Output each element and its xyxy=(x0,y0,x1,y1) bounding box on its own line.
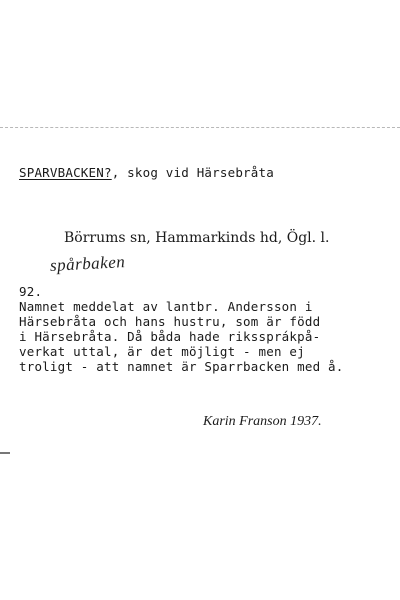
headword-line xyxy=(19,165,274,180)
entry-line: troligt - att namnet är Sparrbacken med å. xyxy=(19,359,344,374)
edge-mark xyxy=(0,452,10,454)
entry-line: Namnet meddelat av lantbr. Andersson i xyxy=(19,299,313,314)
entry-line: Härsebråta och hans hustru, som är född xyxy=(19,314,321,329)
entry-line: verkat uttal, är det möjligt - men ej xyxy=(19,344,305,359)
entry-text xyxy=(19,284,343,374)
headword: SPARVBACKEN? xyxy=(19,165,112,180)
headword-description: , skog vid Härsebråta xyxy=(111,165,274,180)
card-top-edge xyxy=(0,127,400,128)
entry-line: i Härsebråta. Då båda hade rikssprákpå- xyxy=(19,329,321,344)
entry-number: 92. xyxy=(19,284,43,299)
parish-line: Börrums sn, Hammarkinds hd, Ögl. l. xyxy=(64,230,330,246)
handwritten-pronunciation: spårbaken xyxy=(49,252,126,275)
signature: Karin Franson 1937. xyxy=(203,414,322,429)
